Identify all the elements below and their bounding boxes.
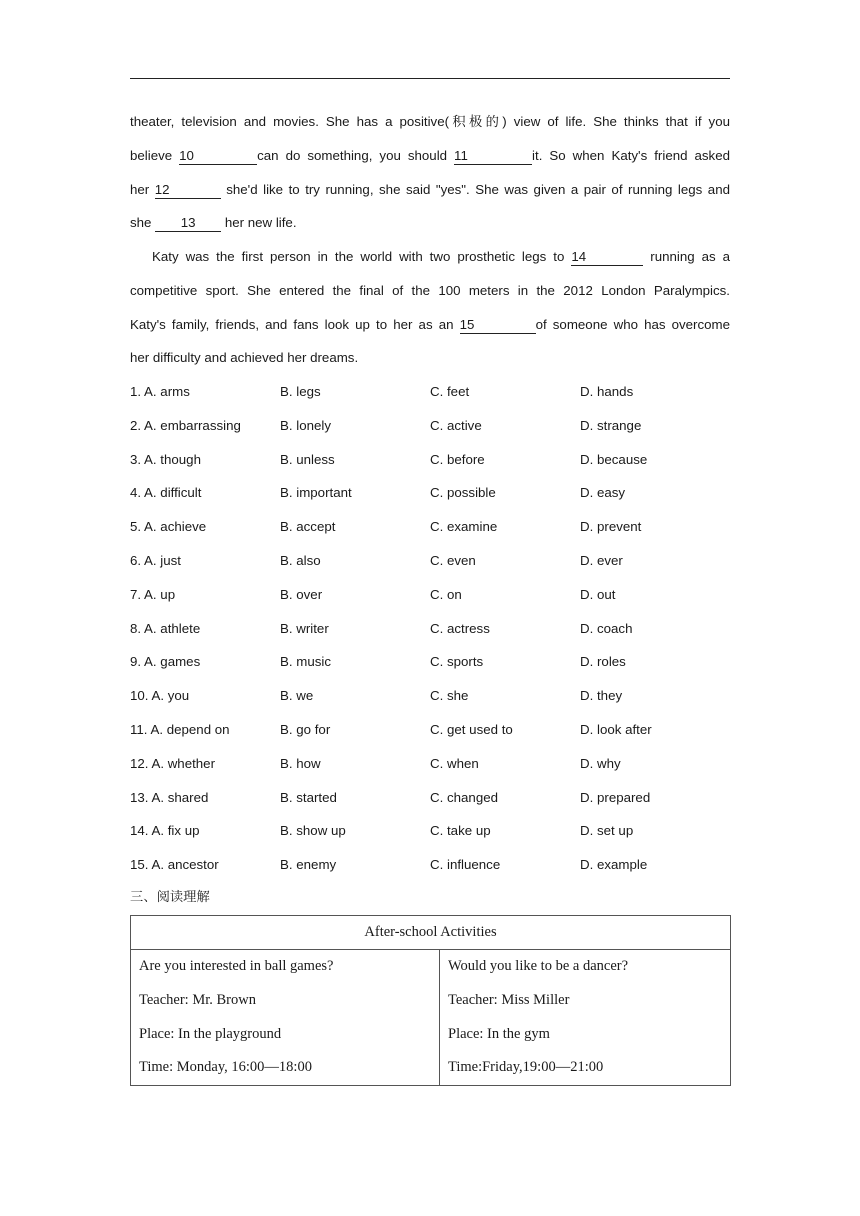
option-row-6: 6. A. just B. also C. even D. ever <box>130 552 623 568</box>
table-title: After-school Activities <box>131 916 731 950</box>
passage-line: her 12 she'd like to try running, she said "yes". She was given a pair of running legs and <box>130 181 730 197</box>
passage-line: Katy was the first person in the world with two prosthetic legs to 14 running as a <box>152 249 730 264</box>
option-row-12: 12. A. whether B. how C. when D. why <box>130 755 621 771</box>
blank-12: 12 <box>155 182 221 199</box>
blank-14: 14 <box>571 249 643 266</box>
option-row-2: 2. A. embarrassing B. lonely C. active D. strange <box>130 417 642 433</box>
option-row-3: 3. A. though B. unless C. before D. because <box>130 451 648 467</box>
option-row-9: 9. A. games B. music C. sports D. roles <box>130 654 626 670</box>
option-row-7: 7. A. up B. over C. on D. out <box>130 586 616 602</box>
blank-15: 15 <box>460 317 536 334</box>
blank-10: 10 <box>179 148 257 165</box>
passage-paragraph-1 <box>130 105 730 240</box>
passage-line: she 13 her new life. <box>130 215 297 231</box>
activities-table <box>130 915 731 1086</box>
option-row-4: 4. A. difficult B. important C. possible D. easy <box>130 485 626 501</box>
blank-11: 11 <box>454 148 532 165</box>
passage-line: theater, television and movies. She has a positive(积极的) view of life. She thinks that if you <box>130 114 730 129</box>
header-rule <box>130 78 730 79</box>
section-title: 三、阅读理解 <box>130 890 210 905</box>
option-row-1: 1. A. arms B. legs C. feet D. hands <box>130 384 634 399</box>
option-row-10: 10. A. you B. we C. she D. they <box>130 688 623 704</box>
passage-line: competitive sport. She entered the final of the 100 meters in the 2012 London Paralympics. <box>130 282 730 298</box>
option-row-11: 11. A. depend on B. go for C. get used to D. look after <box>130 721 652 737</box>
options-list <box>130 375 730 882</box>
passage-line: believe 10 can do something, you should 11 it. So when Katy's friend asked <box>130 147 730 163</box>
passage-line: her difficulty and achieved her dreams. <box>130 350 359 366</box>
activity-ball-games: Are you interested in ball games? Teacher: Mr. Brown Place: In the playground Time: Monday, 16:00—18:00 <box>131 950 440 1086</box>
option-row-15: 15. A. ancestor B. enemy C. influence D. example <box>130 857 648 873</box>
passage-paragraph-2 <box>130 240 730 375</box>
blank-13: 13 <box>155 215 221 232</box>
activity-dance: Would you like to be a dancer? Teacher: Miss Miller Place: In the gym Time:Friday,19:00—21:00 <box>440 950 731 1086</box>
option-row-13: 13. A. shared B. started C. changed D. prepared <box>130 789 651 805</box>
passage-line: Katy's family, friends, and fans look up to her as an 15 of someone who has overcome <box>130 316 731 332</box>
option-row-5: 5. A. achieve B. accept C. examine D. prevent <box>130 519 642 535</box>
option-row-8: 8. A. athlete B. writer C. actress D. coach <box>130 620 633 636</box>
option-row-14: 14. A. fix up B. show up C. take up D. set up <box>130 823 634 839</box>
